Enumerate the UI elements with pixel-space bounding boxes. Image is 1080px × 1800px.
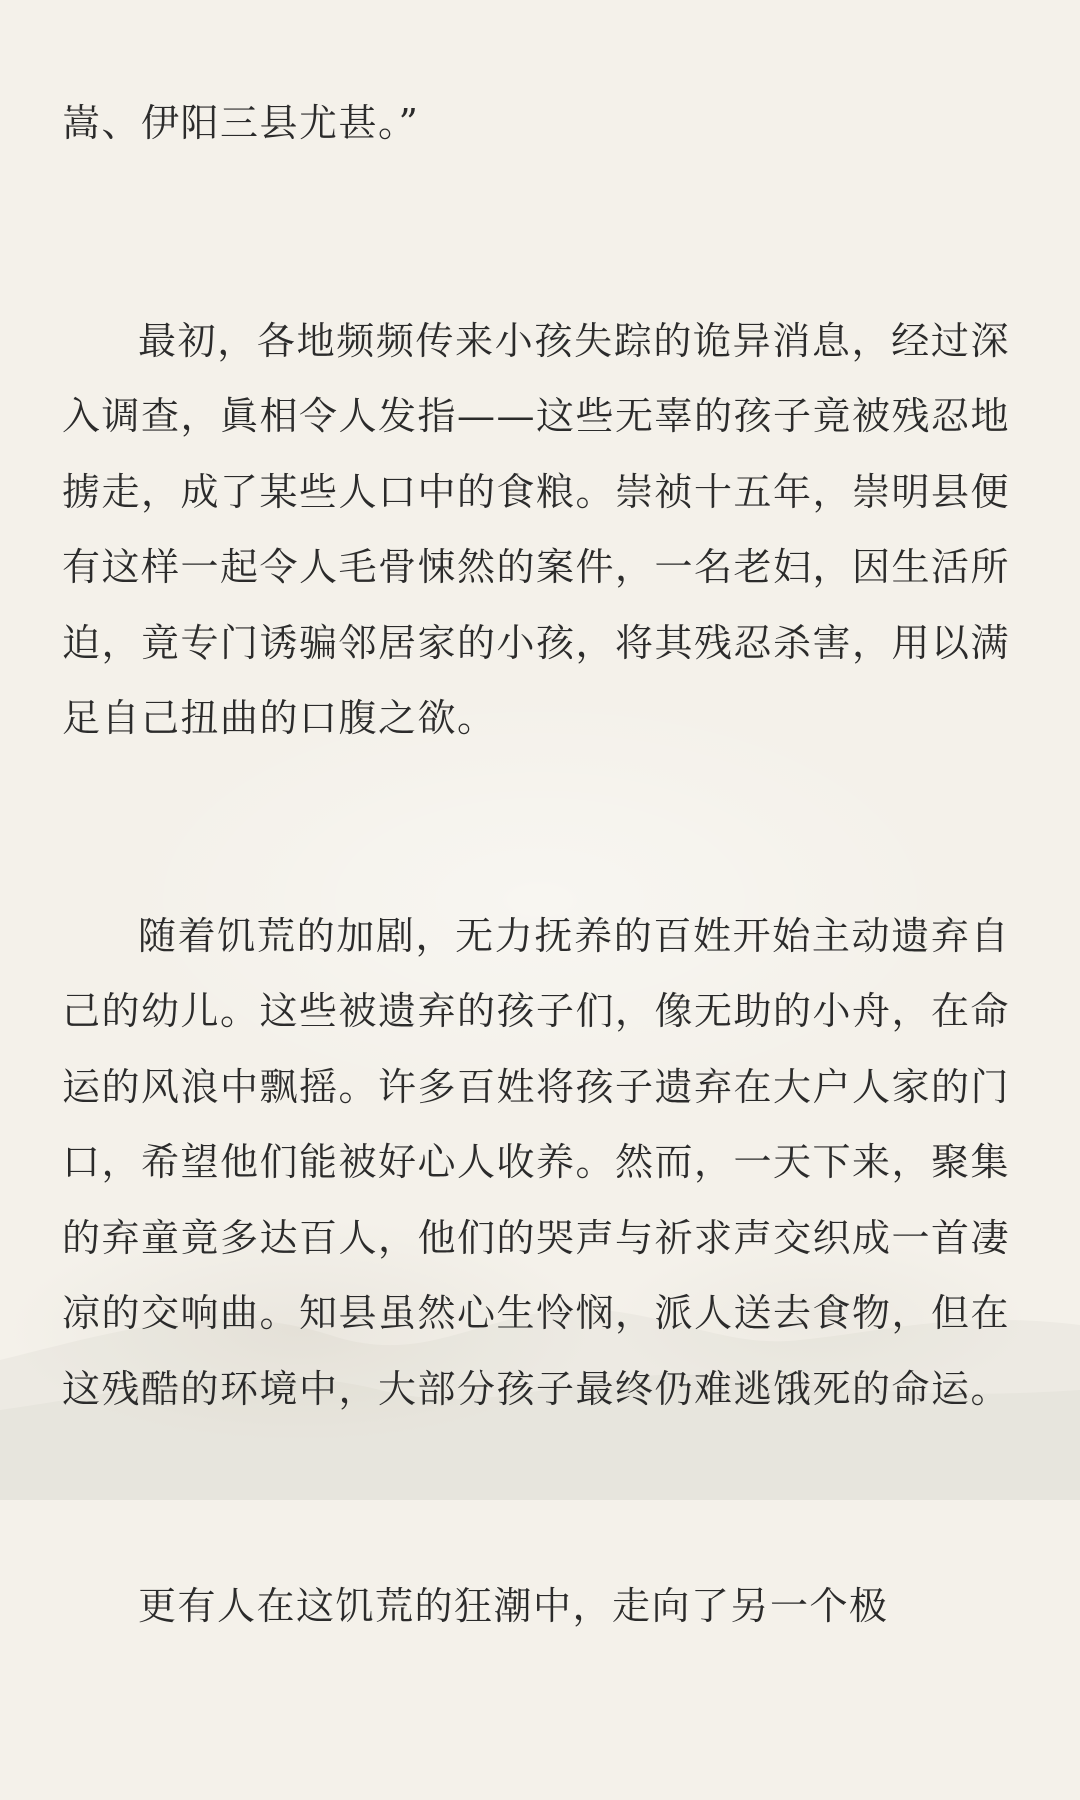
paragraph-1: 嵩、伊阳三县尤甚。” bbox=[62, 101, 420, 145]
paragraph-3: 随着饥荒的加剧，无力抚养的百姓开始主动遗弃自己的幼儿。这些被遗弃的孩子们，像无助的小舟，在命运的风浪中飘摇。许多百姓将孩子遗弃在大户人家的门口，希望他们能被好心人收养。然而，一天下来，聚集的弃童竟多达百人，他们的哭声与祈求声交织成一首凄凉的交响曲。知县虽然心生怜悯，派人送去食物，但在这残酷的环境中，大部分孩子最终仍难逃饿死的命运。 bbox=[62, 913, 1011, 1411]
paragraph-4: 更有人在这饥荒的狂潮中，走向了另一个极 bbox=[138, 1584, 889, 1628]
paragraph-gap bbox=[62, 757, 1010, 899]
paragraph-2: 最初，各地频频传来小孩失踪的诡异消息，经过深入调查，眞相令人发指——这些无辜的孩子竟被残忍地掳走，成了某些人口中的食粮。崇祯十五年，崇明县便有这样一起令人毛骨悚然的案件，一名老妇，因生活所迫，竟专门诱骗邻居家的小孩，将其残忍杀害，用以满足自己扭曲的口腹之欲。 bbox=[62, 318, 1011, 740]
paragraph-gap bbox=[62, 162, 1010, 304]
article-body bbox=[62, 86, 1010, 1645]
paragraph-gap bbox=[62, 1427, 1010, 1569]
